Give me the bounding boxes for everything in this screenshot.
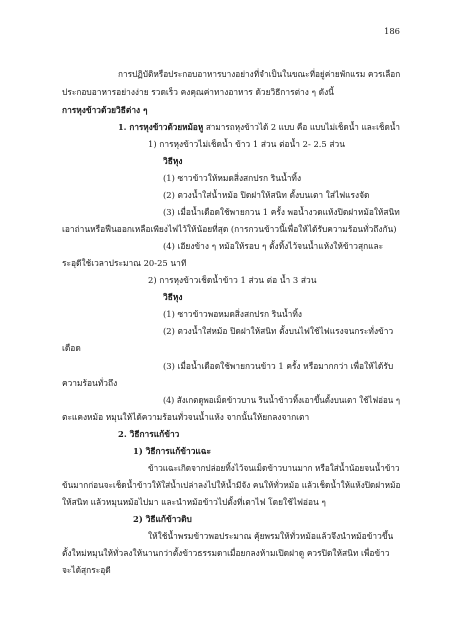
- intro-line-1: การปฏิบัติหรือประกอบอาหารบางอย่างที่จำเป็นในขณะที่อยู่ค่ายพักแรม ควรเลือก: [118, 69, 401, 79]
- method-1-sub-2: 2) การหุงข้าวเช็ดน้ำข้าว 1 ส่วน ต่อ น้ำ 3 ส่วน: [148, 275, 317, 285]
- step-1-3: (3) เมื่อน้ำเดือดใช้พายกวน 1 ครั้ง พอน้ำงวดแห้งปิดฝาหม้อให้สนิท: [163, 207, 400, 217]
- raw-line-1: ให้ใช้น้ำพรมข้าวพอประมาณ คุ้ยพรมให้ทั่วหม้อแล้วจึงนำหม้อข้าวขึ้น: [148, 531, 394, 541]
- method-1-heading: [118, 122, 400, 133]
- step-2-3: (3) เมื่อน้ำเดือดใช้พายกวนข้าว 1 ครั้ง หรือมากกว่า เพื่อให้ได้รับ: [163, 361, 394, 371]
- step-2-4: (4) สังเกตดูพอเม็ดข้าวบาน รินน้ำข้าวทิ้งเอาขึ้นตั้งบนเตา ใช้ไฟอ่อน ๆ: [163, 395, 401, 405]
- section-heading-fix-rice: 2. วิธีการแก้ข้าว: [118, 429, 180, 439]
- intro-line-2: ประกอบอาหารอย่างง่าย รวดเร็ว คงคุณค่าทางอาหาร ด้วยวิธีการต่าง ๆ ดังนี้: [62, 87, 334, 97]
- step-1-2: (2) ตวงน้ำใส่น้ำหม้อ ปิดฝาให้สนิท ตั้งบนเตา ใส่ไฟแรงจัด: [163, 190, 370, 200]
- method-1-title: 1. การหุงข้าวด้วยหม้อหู: [118, 122, 204, 132]
- method-1-rest: สามารถหุงข้าวได้ 2 แบบ คือ แบบไม่เช็ดน้ำ และเช็ดน้ำ: [203, 122, 400, 132]
- step-1-4-cont: ระอุดีใช้เวลาประมาณ 20-25 นาที: [62, 258, 187, 268]
- step-2-4-cont: ตะแคงหม้อ หมุนให้ได้ความร้อนทั่วจนน้ำแห้ง จากนั้นให้ยกลงจากเตา: [62, 412, 310, 422]
- subheading-soggy-rice: 1) วิธีการแก้ข้าวแฉะ: [133, 446, 211, 456]
- section-heading-rice-cooking: การหุงข้าวด้วยวิธีต่าง ๆ: [62, 105, 148, 115]
- soggy-line-1: ข้าวแฉะเกิดจากปล่อยทิ้งไว้จนเม็ดข้าวบานมาก หรือใส่น้ำน้อยจนน้ำข้าว: [148, 463, 400, 473]
- subheading-raw-rice: 2) วิธีแก้ข้าวดิบ: [133, 514, 192, 524]
- raw-line-3: จะได้สุกระอุดี: [62, 565, 111, 575]
- step-2-2: (2) ตวงน้ำใส่หม้อ ปิดฝาให้สนิท ตั้งบนไฟใช้ไฟแรงจนกระทั่งข้าว: [163, 326, 394, 336]
- steps-heading-1: วิธีหุง: [163, 156, 183, 166]
- steps-heading-2: วิธีหุง: [163, 292, 183, 302]
- step-1-1: (1) ซาวข้าวให้หมดสิ่งสกปรก รินน้ำทิ้ง: [163, 173, 302, 183]
- raw-line-2: ตั้งใหม่หมุนให้ทั่วลงให้นานกว่าตั้งข้าวธรรมดาเมื่อยกลงห้ามเปิดฝาดู ควรปิดให้สนิท เพื่อข้าว: [62, 548, 390, 558]
- step-1-3-cont: เอาถ่านหรือฟืนออกเหลือเพียงไฟไว้ให้น้อยที่สุด (การกวนข้าวนี้เพื่อให้ได้รับความร้อนทั่วถึงกัน): [62, 224, 397, 234]
- soggy-line-2: ข้นมากก่อนจะเช็ดน้ำข้าวให้ใส่น้ำเปล่าลงไปให้น้ำมีจัง คนให้ทั่วหม้อ แล้วเช็ดน้ำให้แห้งปิดฝาหม้อ: [62, 480, 401, 490]
- method-1-sub-1: 1) การหุงข้าวไม่เช็ดน้ำ ข้าว 1 ส่วน ต่อน้ำ 2- 2.5 ส่วน: [148, 139, 345, 149]
- step-1-4: (4) เอียงข้าง ๆ หม้อให้รอบ ๆ ตั้งทิ้งไว้จนน้ำแห้งให้ข้าวสุกและ: [163, 241, 384, 251]
- page-number: 186: [384, 26, 400, 36]
- step-2-3-cont: ความร้อนทั่วถึง: [62, 378, 118, 388]
- step-2-1: (1) ซาวข้าวพอหมดสิ่งสกปรก รินน้ำทิ้ง: [163, 309, 302, 319]
- step-2-2-cont: เดือด: [62, 343, 81, 353]
- soggy-line-3: ให้สนิท แล้วหมุนหม้อไปมา และนำหม้อข้าวไปตั้งที่เตาไฟ โดยใช้ไฟอ่อน ๆ: [62, 497, 326, 507]
